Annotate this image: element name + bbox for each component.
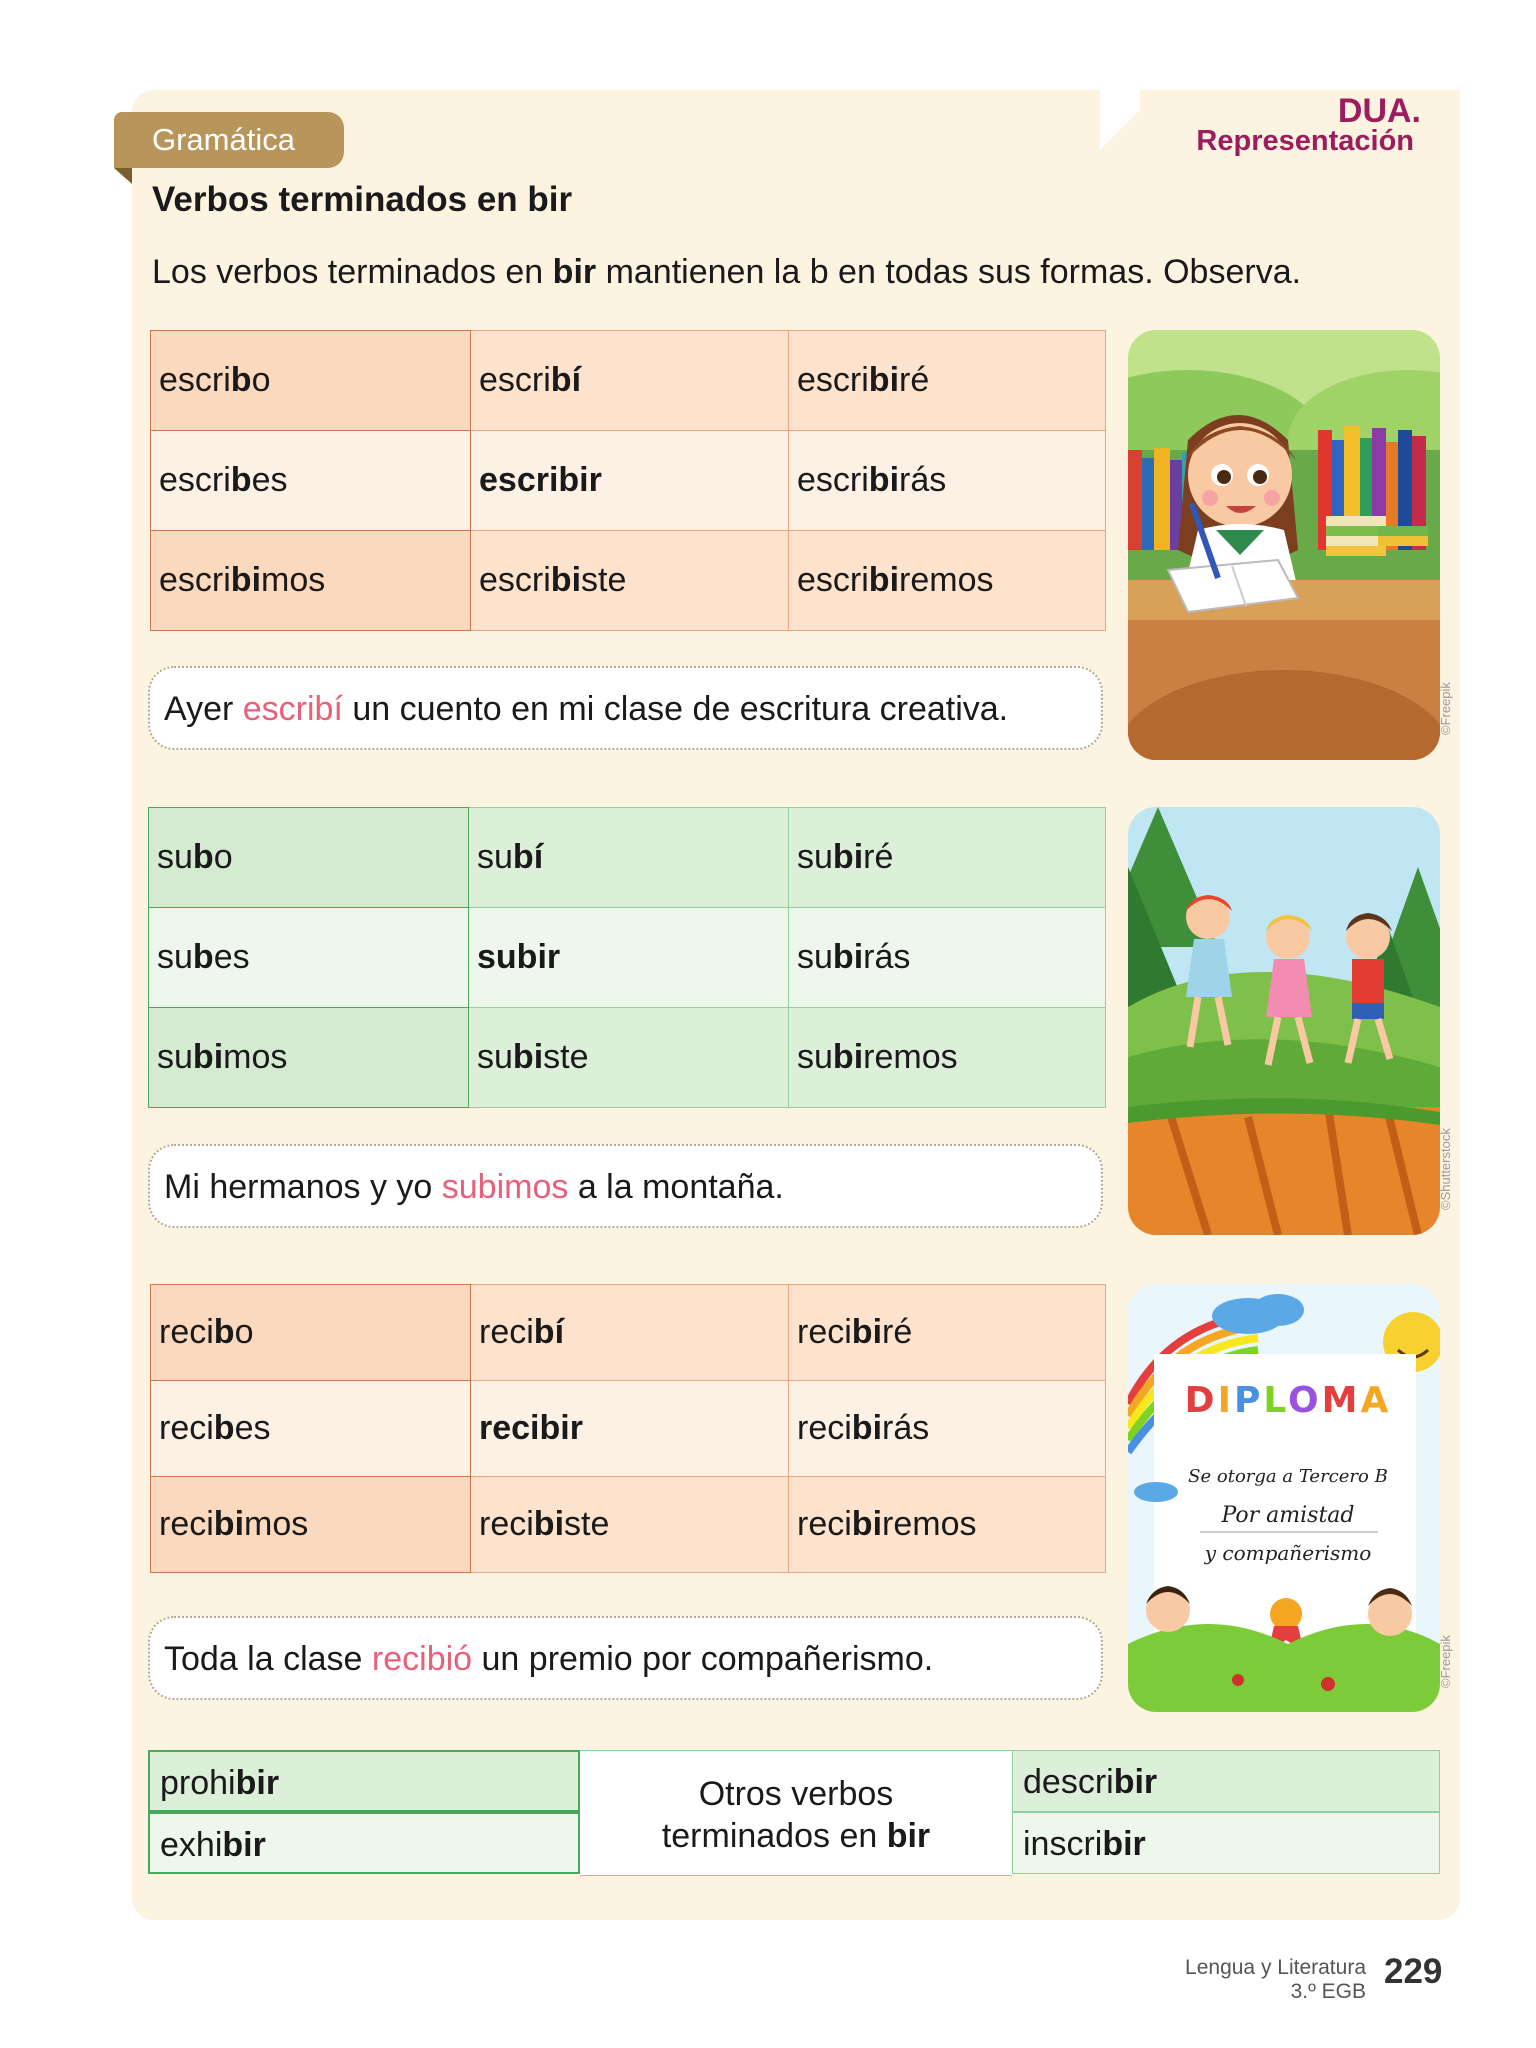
table-cell: recibiré bbox=[789, 1285, 1106, 1381]
table-cell: recibiste bbox=[471, 1477, 789, 1573]
table-cell: escribimos bbox=[151, 531, 471, 631]
diploma-line-2: Por amistad bbox=[1221, 1503, 1355, 1528]
table-cell: recibo bbox=[151, 1285, 471, 1381]
highlighted-verb: escribí bbox=[242, 690, 343, 728]
other-verb-inscribir: inscribir bbox=[1012, 1812, 1440, 1874]
other-verb-prohibir: prohibir bbox=[148, 1750, 580, 1812]
example-sentence-subir: Mi hermanos y yo subimos a la montaña. bbox=[148, 1144, 1103, 1228]
conjugation-table-recibir bbox=[150, 1284, 1106, 1573]
conjugation-table-subir bbox=[148, 807, 1106, 1108]
table-cell: recibimos bbox=[151, 1477, 471, 1573]
image-credit: ©Freepik bbox=[1438, 1635, 1453, 1688]
intro-text-end: mantienen la b en todas sus formas. Observa. bbox=[596, 253, 1302, 291]
table-cell: subiste bbox=[469, 1008, 789, 1108]
conjugation-table-escribir bbox=[150, 330, 1106, 631]
section-tag: Gramática bbox=[114, 112, 344, 168]
table-cell: subiré bbox=[789, 808, 1106, 908]
table-cell-infinitive: escribir bbox=[471, 431, 789, 531]
table-cell: recibirás bbox=[789, 1381, 1106, 1477]
lesson-intro bbox=[152, 253, 1301, 292]
footer-subject-name: Lengua y Literatura bbox=[1185, 1956, 1366, 1979]
intro-bold: bir bbox=[552, 253, 597, 291]
dua-subtitle: Representación bbox=[1196, 125, 1414, 157]
table-cell-infinitive: subir bbox=[469, 908, 789, 1008]
section-tag-fold bbox=[114, 168, 132, 184]
other-verbs-caption bbox=[580, 1750, 1012, 1876]
table-cell: escribo bbox=[151, 331, 471, 431]
other-verbs-table bbox=[148, 1750, 1440, 1876]
table-cell: subimos bbox=[149, 1008, 469, 1108]
girl-writing-illustration bbox=[1128, 330, 1440, 760]
highlighted-verb: recibió bbox=[371, 1640, 473, 1678]
table-cell: recibes bbox=[151, 1381, 471, 1477]
diploma-line-1: Se otorga a Tercero B bbox=[1188, 1466, 1388, 1487]
footer-subject bbox=[1185, 1956, 1366, 2004]
dua-title: DUA. bbox=[1337, 92, 1421, 130]
table-cell: subes bbox=[149, 908, 469, 1008]
table-cell: escribiste bbox=[471, 531, 789, 631]
example-sentence-escribir: Ayer escribí un cuento en mi clase de escritura creativa. bbox=[148, 666, 1103, 750]
highlighted-verb: subimos bbox=[441, 1168, 569, 1206]
intro-text: Los verbos terminados en bbox=[152, 253, 553, 291]
table-cell: recibí bbox=[471, 1285, 789, 1381]
diploma-illustration bbox=[1128, 1284, 1440, 1712]
caption-line-2: terminados en bir bbox=[661, 1817, 931, 1855]
table-cell: escribí bbox=[471, 331, 789, 431]
image-credit: ©Freepik bbox=[1438, 682, 1453, 735]
table-cell: subirás bbox=[789, 908, 1106, 1008]
table-cell: escribirás bbox=[789, 431, 1106, 531]
other-verb-exhibir: exhibir bbox=[148, 1812, 580, 1874]
table-cell: escribiré bbox=[789, 331, 1106, 431]
diploma-title: DIPLOMA bbox=[1184, 1380, 1392, 1421]
other-verb-describir: describir bbox=[1012, 1750, 1440, 1812]
diploma-line-3: y compañerismo bbox=[1204, 1541, 1372, 1565]
table-cell: escribes bbox=[151, 431, 471, 531]
table-cell: subo bbox=[149, 808, 469, 908]
kids-climbing-mountain-illustration bbox=[1128, 807, 1440, 1235]
table-cell: subí bbox=[469, 808, 789, 908]
table-cell: escribiremos bbox=[789, 531, 1106, 631]
image-credit: ©Shutterstock bbox=[1438, 1128, 1453, 1210]
page-number: 229 bbox=[1384, 1952, 1443, 1991]
table-cell: recibiremos bbox=[789, 1477, 1106, 1573]
table-cell: subiremos bbox=[789, 1008, 1106, 1108]
caption-line-1: Otros verbos bbox=[698, 1775, 894, 1813]
lesson-title: Verbos terminados en bir bbox=[152, 180, 573, 219]
table-cell-infinitive: recibir bbox=[471, 1381, 789, 1477]
footer-grade: 3.º EGB bbox=[1290, 1980, 1366, 2003]
example-sentence-recibir: Toda la clase recibió un premio por compañerismo. bbox=[148, 1616, 1103, 1700]
